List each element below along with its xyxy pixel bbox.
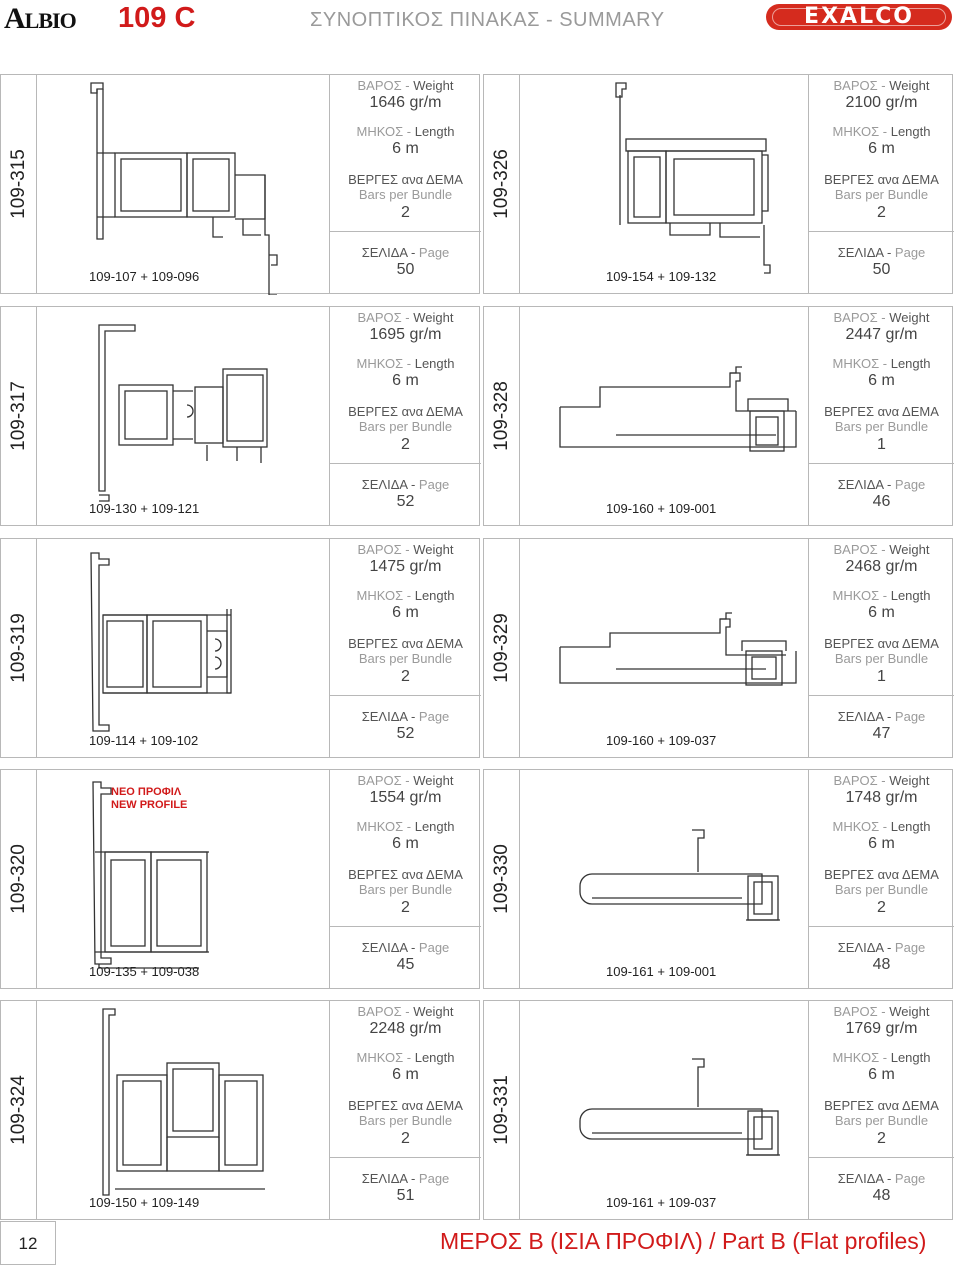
length-value: 6 m xyxy=(392,604,419,621)
length-label: ΜΗΚΟΣ - Length xyxy=(356,356,455,371)
brand-logo: ALBIO xyxy=(4,2,76,35)
bars-label-en: Bars per Bundle xyxy=(834,651,929,666)
profile-combination: 109-160 + 109-037 xyxy=(606,733,717,748)
profile-combination: 109-160 + 109-001 xyxy=(606,501,717,516)
profile-info xyxy=(329,770,481,988)
bars-label: ΒΕΡΓΕΣ ανα ΔΕΜΑ xyxy=(348,636,463,651)
profile-combination: 109-130 + 109-121 xyxy=(89,501,200,516)
weight-label: ΒΑΡΟΣ - Weight xyxy=(833,542,930,557)
profile-drawing xyxy=(520,539,808,759)
bars-label: ΒΕΡΓΕΣ ανα ΔΕΜΑ xyxy=(348,404,463,419)
page-label: ΣΕΛΙΔΑ - Page xyxy=(837,477,926,492)
profile-card xyxy=(0,769,480,989)
profile-info xyxy=(808,1001,954,1219)
length-value: 6 m xyxy=(392,835,419,852)
bars-value: 2 xyxy=(401,1130,410,1147)
profile-code: 109-324 xyxy=(1,1001,37,1219)
page-value: 46 xyxy=(872,493,891,510)
length-label: ΜΗΚΟΣ - Length xyxy=(832,819,931,834)
page-value: 48 xyxy=(872,956,891,973)
profile-drawing xyxy=(37,75,329,295)
bars-label: ΒΕΡΓΕΣ ανα ΔΕΜΑ xyxy=(824,404,939,419)
page-value: 50 xyxy=(396,261,415,278)
page-value: 45 xyxy=(396,956,415,973)
weight-value: 1748 gr/m xyxy=(845,789,918,806)
weight-value: 1554 gr/m xyxy=(369,789,442,806)
profile-code: 109-317 xyxy=(1,307,37,525)
profile-drawing xyxy=(520,307,808,527)
page-label: ΣΕΛΙΔΑ - Page xyxy=(837,245,926,260)
profile-code: 109-330 xyxy=(484,770,520,988)
weight-label: ΒΑΡΟΣ - Weight xyxy=(357,310,454,325)
summary-title: ΣΥΝΟΠΤΙΚΟΣ ΠΙΝΑΚΑΣ - SUMMARY xyxy=(310,9,665,31)
bars-label-en: Bars per Bundle xyxy=(834,187,929,202)
bars-value: 1 xyxy=(877,436,886,453)
weight-value: 1695 gr/m xyxy=(369,326,442,343)
profile-card xyxy=(483,74,953,294)
divider xyxy=(330,1157,481,1158)
profile-card xyxy=(483,306,953,526)
bars-label-en: Bars per Bundle xyxy=(834,419,929,434)
bars-label-en: Bars per Bundle xyxy=(358,187,453,202)
profile-card xyxy=(0,306,480,526)
profile-code: 109-315 xyxy=(1,75,37,293)
profile-combination: 109-161 + 109-037 xyxy=(606,1195,717,1210)
length-value: 6 m xyxy=(868,372,895,389)
length-label: ΜΗΚΟΣ - Length xyxy=(356,1050,455,1065)
divider xyxy=(330,231,481,232)
page-label: ΣΕΛΙΔΑ - Page xyxy=(361,245,450,260)
length-value: 6 m xyxy=(868,604,895,621)
length-value: 6 m xyxy=(392,140,419,157)
weight-label: ΒΑΡΟΣ - Weight xyxy=(357,78,454,93)
divider xyxy=(809,231,954,232)
bars-value: 2 xyxy=(401,204,410,221)
bars-label-en: Bars per Bundle xyxy=(358,882,453,897)
profile-combination: 109-107 + 109-096 xyxy=(89,269,200,284)
profile-combination: 109-114 + 109-102 xyxy=(89,733,199,748)
profile-code: 109-319 xyxy=(1,539,37,757)
profile-drawing xyxy=(37,307,329,527)
length-value: 6 m xyxy=(868,1066,895,1083)
weight-label: ΒΑΡΟΣ - Weight xyxy=(833,78,930,93)
length-label: ΜΗΚΟΣ - Length xyxy=(832,1050,931,1065)
profile-combination: 109-161 + 109-001 xyxy=(606,964,717,979)
divider xyxy=(330,463,481,464)
bars-label: ΒΕΡΓΕΣ ανα ΔΕΜΑ xyxy=(824,1098,939,1113)
bars-value: 2 xyxy=(401,436,410,453)
page-value: 51 xyxy=(396,1187,415,1204)
length-label: ΜΗΚΟΣ - Length xyxy=(832,356,931,371)
bars-value: 1 xyxy=(877,668,886,685)
divider xyxy=(330,926,481,927)
length-label: ΜΗΚΟΣ - Length xyxy=(356,588,455,603)
profile-info xyxy=(329,1001,481,1219)
profile-card xyxy=(0,74,480,294)
page-value: 50 xyxy=(872,261,891,278)
page-value: 47 xyxy=(872,725,891,742)
profile-drawing xyxy=(520,75,808,295)
bars-label: ΒΕΡΓΕΣ ανα ΔΕΜΑ xyxy=(348,867,463,882)
page-number: 12 xyxy=(0,1221,56,1265)
weight-value: 2248 gr/m xyxy=(369,1020,442,1037)
bars-value: 2 xyxy=(401,899,410,916)
profile-info xyxy=(329,75,481,293)
weight-label: ΒΑΡΟΣ - Weight xyxy=(357,542,454,557)
bars-label: ΒΕΡΓΕΣ ανα ΔΕΜΑ xyxy=(348,1098,463,1113)
profile-drawing xyxy=(37,1001,329,1221)
profile-card xyxy=(0,538,480,758)
weight-value: 2100 gr/m xyxy=(845,94,918,111)
length-value: 6 m xyxy=(392,1066,419,1083)
profile-combination: 109-135 + 109-038 xyxy=(89,964,200,979)
page-value: 52 xyxy=(396,725,415,742)
bars-label-en: Bars per Bundle xyxy=(358,1113,453,1128)
weight-value: 1646 gr/m xyxy=(369,94,442,111)
length-label: ΜΗΚΟΣ - Length xyxy=(832,588,931,603)
profile-drawing xyxy=(520,1001,808,1221)
weight-value: 1769 gr/m xyxy=(845,1020,918,1037)
page-label: ΣΕΛΙΔΑ - Page xyxy=(837,709,926,724)
profile-combination: 109-150 + 109-149 xyxy=(89,1195,200,1210)
profile-code: 109-328 xyxy=(484,307,520,525)
divider xyxy=(809,695,954,696)
profile-card xyxy=(0,1000,480,1220)
divider xyxy=(330,695,481,696)
bars-label: ΒΕΡΓΕΣ ανα ΔΕΜΑ xyxy=(824,636,939,651)
length-value: 6 m xyxy=(868,835,895,852)
page-value: 52 xyxy=(396,493,415,510)
profile-info xyxy=(329,539,481,757)
profile-drawing xyxy=(37,539,329,759)
profile-code: 109-329 xyxy=(484,539,520,757)
profile-code: 109-320 xyxy=(1,770,37,988)
divider xyxy=(809,1157,954,1158)
bars-value: 2 xyxy=(877,204,886,221)
page-label: ΣΕΛΙΔΑ - Page xyxy=(361,940,450,955)
weight-label: ΒΑΡΟΣ - Weight xyxy=(833,773,930,788)
page-label: ΣΕΛΙΔΑ - Page xyxy=(361,1171,450,1186)
page-header xyxy=(0,0,960,40)
page-value: 48 xyxy=(872,1187,891,1204)
bars-label-en: Bars per Bundle xyxy=(834,882,929,897)
length-label: ΜΗΚΟΣ - Length xyxy=(832,124,931,139)
profile-info xyxy=(329,307,481,525)
weight-label: ΒΑΡΟΣ - Weight xyxy=(357,1004,454,1019)
bars-label-en: Bars per Bundle xyxy=(358,419,453,434)
bars-value: 2 xyxy=(877,899,886,916)
bars-label: ΒΕΡΓΕΣ ανα ΔΕΜΑ xyxy=(824,867,939,882)
profile-info xyxy=(808,307,954,525)
divider xyxy=(809,926,954,927)
page-label: ΣΕΛΙΔΑ - Page xyxy=(837,1171,926,1186)
weight-label: ΒΑΡΟΣ - Weight xyxy=(833,310,930,325)
bars-label-en: Bars per Bundle xyxy=(834,1113,929,1128)
profile-drawing xyxy=(520,770,808,990)
weight-label: ΒΑΡΟΣ - Weight xyxy=(357,773,454,788)
exalco-logo: EXALCO xyxy=(766,4,952,30)
new-profile-label: ΝΕΟ ΠΡΟΦΙΛ NEW PROFILE xyxy=(111,786,188,811)
length-label: ΜΗΚΟΣ - Length xyxy=(356,819,455,834)
page-label: ΣΕΛΙΔΑ - Page xyxy=(361,477,450,492)
weight-value: 2447 gr/m xyxy=(845,326,918,343)
weight-label: ΒΑΡΟΣ - Weight xyxy=(833,1004,930,1019)
profile-card xyxy=(483,1000,953,1220)
model-title: 109 C xyxy=(118,2,196,34)
section-title: ΜΕΡΟΣ Β (ΙΣΙΑ ΠΡΟΦΙΛ) / Part B (Flat profiles) xyxy=(440,1228,927,1254)
length-label: ΜΗΚΟΣ - Length xyxy=(356,124,455,139)
page-label: ΣΕΛΙΔΑ - Page xyxy=(837,940,926,955)
profile-card xyxy=(483,769,953,989)
weight-value: 1475 gr/m xyxy=(369,558,442,575)
bars-label-en: Bars per Bundle xyxy=(358,651,453,666)
weight-value: 2468 gr/m xyxy=(845,558,918,575)
profile-info xyxy=(808,539,954,757)
length-value: 6 m xyxy=(392,372,419,389)
profile-info xyxy=(808,75,954,293)
length-value: 6 m xyxy=(868,140,895,157)
profile-card xyxy=(483,538,953,758)
bars-value: 2 xyxy=(877,1130,886,1147)
bars-value: 2 xyxy=(401,668,410,685)
bars-label: ΒΕΡΓΕΣ ανα ΔΕΜΑ xyxy=(348,172,463,187)
profile-code: 109-331 xyxy=(484,1001,520,1219)
bars-label: ΒΕΡΓΕΣ ανα ΔΕΜΑ xyxy=(824,172,939,187)
profile-info xyxy=(808,770,954,988)
profile-combination: 109-154 + 109-132 xyxy=(606,269,717,284)
profile-code: 109-326 xyxy=(484,75,520,293)
divider xyxy=(809,463,954,464)
page-label: ΣΕΛΙΔΑ - Page xyxy=(361,709,450,724)
